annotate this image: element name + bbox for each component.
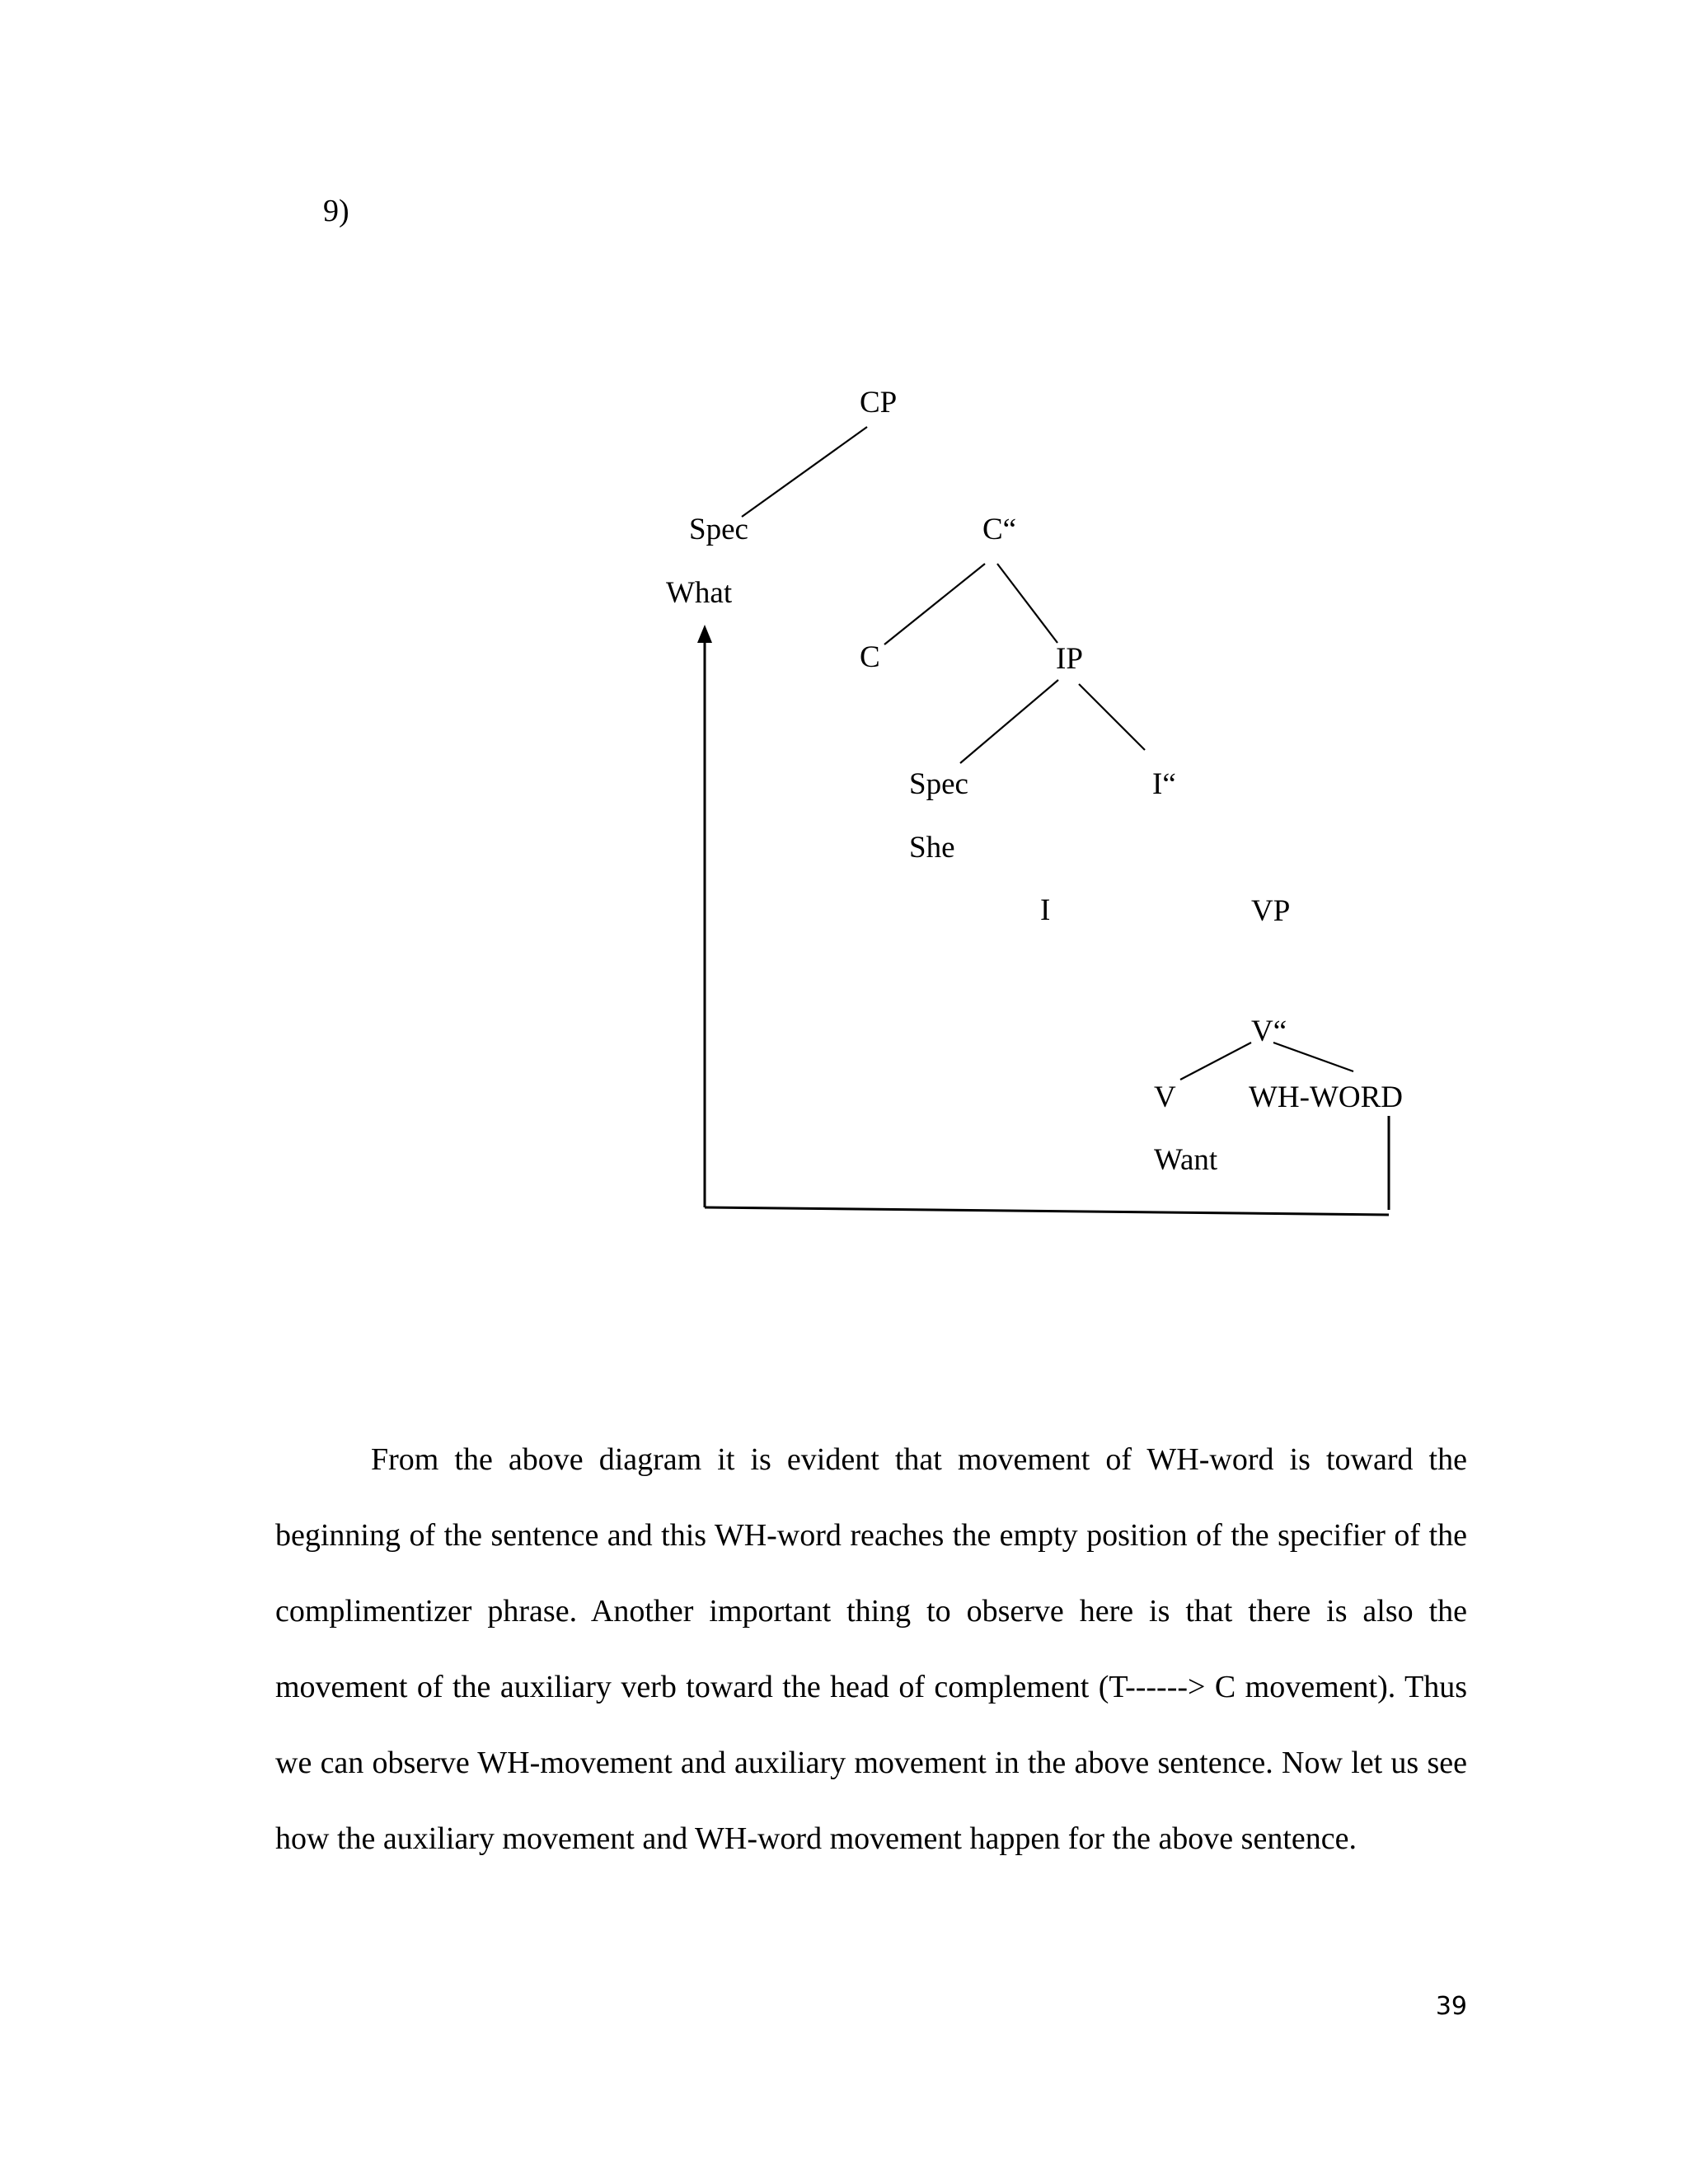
node-ip: IP: [1056, 642, 1083, 676]
branch-vbar-v: [1180, 1043, 1251, 1080]
node-c-bar: C“: [982, 513, 1017, 546]
branch-cbar-c: [884, 564, 985, 644]
node-i: I: [1040, 893, 1051, 927]
node-spec-cp: Spec: [689, 513, 748, 546]
node-spec-cp-word: What: [666, 576, 733, 610]
node-cp: CP: [860, 386, 898, 419]
node-spec-ip: Spec: [909, 767, 968, 801]
node-v-word: Want: [1154, 1143, 1218, 1177]
node-vp: VP: [1251, 894, 1291, 928]
arrow-bottom-line: [705, 1207, 1389, 1215]
tree-branches: [742, 427, 1353, 1080]
example-number: 9): [323, 194, 349, 228]
branch-ip-ibar: [1079, 684, 1145, 750]
node-c: C: [860, 640, 880, 674]
page-number: 39: [1435, 1992, 1467, 2021]
branch-cp-spec: [742, 427, 867, 517]
node-v-bar: V“: [1251, 1015, 1287, 1048]
node-wh-word: WH-WORD: [1249, 1080, 1404, 1114]
branch-ip-spec: [960, 680, 1058, 763]
arrowhead-icon: [697, 625, 712, 643]
node-spec-ip-word: She: [909, 831, 955, 865]
branch-cbar-ip: [997, 564, 1057, 643]
node-i-bar: I“: [1152, 767, 1176, 801]
body-paragraph: From the above diagram it is evident that movement of WH-word is toward the beginning of the sentence and this WH-word reaches the empty position of the specifier of the complimentizer phrase. Another important thing to observe here is that there is also the movement of the auxiliary verb toward the head of complement (T------> C movement). Thus we can observe WH-movement and auxiliary movement in the above sentence. Now let us see how the auxiliary movement and WH-word movement happen for the above sentence.: [275, 1442, 1467, 1856]
node-v: V: [1154, 1080, 1176, 1114]
